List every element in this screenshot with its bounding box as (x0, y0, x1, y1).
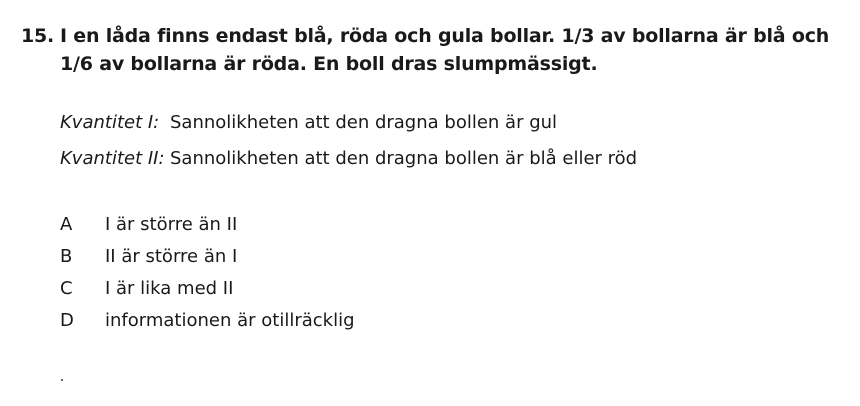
quantity-2 (60, 147, 638, 171)
option-a-letter: A (60, 214, 73, 235)
option-b-text: II är större än I (105, 246, 238, 267)
option-d-text: informationen är otillräcklig (105, 310, 355, 331)
option-c-letter: C (60, 278, 73, 299)
quantity-2-label: Kvantitet II: (60, 148, 165, 169)
quantity-1-label: Kvantitet I: (60, 112, 160, 133)
option-b-letter: B (60, 246, 73, 267)
quantity-1 (60, 111, 558, 135)
option-c-text: I är lika med II (105, 278, 234, 299)
stray-dot (61, 379, 63, 381)
option-a-text: I är större än II (105, 214, 238, 235)
option-d-letter: D (60, 310, 74, 331)
quantity-2-text: Sannolikheten att den dragna bollen är blå eller röd (170, 148, 638, 169)
question-stem: I en låda finns endast blå, röda och gula bollar. 1/3 av bollarna är blå och 1/6 av bollarna är röda. En boll dras slumpmässigt. (60, 25, 830, 75)
question-number: 15. (21, 25, 55, 47)
quantity-1-text: Sannolikheten att den dragna bollen är gul (170, 112, 558, 133)
